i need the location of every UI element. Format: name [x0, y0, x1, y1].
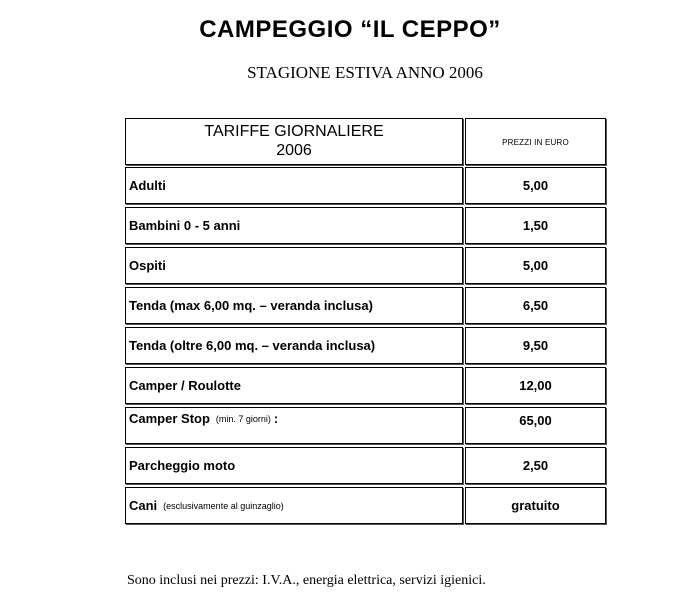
table-row-price: 5,00 [465, 167, 606, 204]
row-label-text: Cani [129, 497, 158, 513]
table-row-price: 12,00 [465, 367, 606, 404]
row-label-suffix: : [273, 411, 279, 426]
row-label-text: Adulti [129, 177, 166, 193]
row-label-note: (min. 7 giorni) [215, 414, 271, 424]
row-label-note: (esclusivamente al guinzaglio) [163, 500, 284, 511]
page-subtitle: STAGIONE ESTIVA ANNO 2006 [247, 63, 483, 82]
table-row-price: 2,50 [465, 447, 606, 484]
table-row-label [125, 247, 463, 284]
table-row-label [125, 487, 463, 524]
row-label-text: Tenda (max 6,00 mq. – veranda inclusa) [129, 297, 373, 313]
table-row-label [125, 207, 463, 244]
table-header-left [125, 118, 463, 165]
table-row-label [125, 447, 463, 484]
table-row-price: 6,50 [465, 287, 606, 324]
row-label-text: Camper Stop [129, 411, 210, 426]
table-row-price: 1,50 [465, 207, 606, 244]
table-row-label [125, 367, 463, 404]
row-label-text: Bambini 0 - 5 anni [129, 217, 241, 233]
header-title-line1: TARIFFE GIORNALIERE [204, 123, 384, 140]
row-label-text: Parcheggio moto [129, 457, 236, 473]
row-label-text: Tenda (oltre 6,00 mq. – veranda inclusa) [129, 337, 376, 353]
header-title-line2: 2006 [276, 142, 312, 159]
footer-note: Sono inclusi nei prezzi: I.V.A., energia elettrica, servizi igienici. [127, 573, 486, 588]
table-row-label [125, 167, 463, 204]
row-label-text: Ospiti [129, 257, 166, 273]
table-row-label [125, 327, 463, 364]
table-row-price: 5,00 [465, 247, 606, 284]
table-row-price: gratuito [465, 487, 606, 524]
row-label-text: Camper / Roulotte [129, 377, 241, 393]
page-title: CAMPEGGIO “IL CEPPO” [199, 16, 501, 43]
table-row-label [125, 287, 463, 324]
table-row-price: 9,50 [465, 327, 606, 364]
table-header-right: PREZZI IN EURO [465, 118, 606, 165]
table-row-label [125, 407, 463, 444]
table-row-price: 65,00 [465, 407, 606, 444]
